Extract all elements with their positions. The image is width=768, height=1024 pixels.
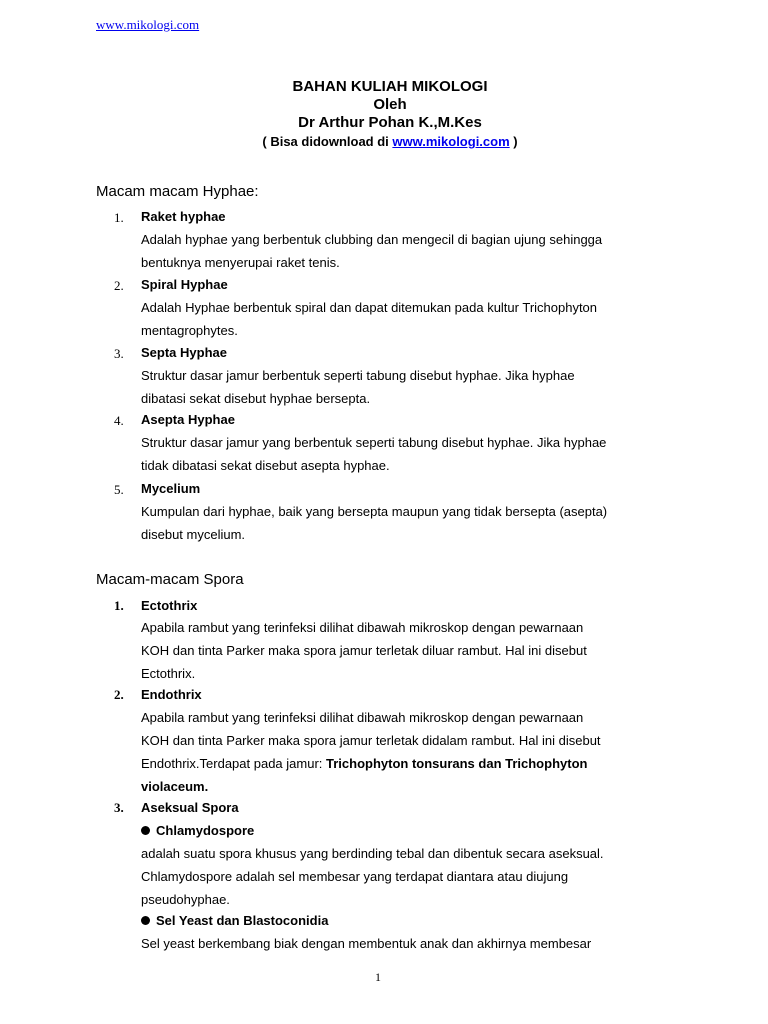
item-text-line: mentagrophytes. xyxy=(141,323,238,338)
species-names: Trichophyton tonsurans dan Trichophyton xyxy=(326,756,588,771)
item-text-line: Adalah hyphae yang berbentuk clubbing dan mengecil di bagian ujung sehingga xyxy=(141,232,603,247)
item-text-line: Ectothrix. xyxy=(141,666,196,681)
download-link[interactable]: www.mikologi.com xyxy=(392,134,510,149)
title-oleh: Oleh xyxy=(373,96,407,113)
item-title: Mycelium xyxy=(141,481,201,496)
item-text-line: Sel yeast berkembang biak dengan membentuk anak dan akhirnya membesar xyxy=(141,936,592,951)
item-text-line: bentuknya menyerupai raket tenis. xyxy=(141,255,340,270)
item-text-line: Kumpulan dari hyphae, baik yang bersepta maupun yang tidak bersepta (asepta) xyxy=(141,504,608,519)
item-number: 3. xyxy=(114,346,124,361)
page-number: 1 xyxy=(375,970,381,984)
download-suffix: ) xyxy=(509,134,518,149)
item-text-line: dibatasi sekat disebut hyphae bersepta. xyxy=(141,391,371,406)
item-text-line: Struktur dasar jamur yang berbentuk seperti tabung disebut hyphae. Jika hyphae xyxy=(141,435,607,450)
item-text-line xyxy=(141,752,696,775)
item-title: Aseksual Spora xyxy=(141,800,239,815)
item-text-line: Chlamydospore adalah sel membesar yang terdapat diantara atau diujung xyxy=(141,869,569,884)
item-title: Endothrix xyxy=(141,687,202,702)
hyphae-heading: Macam macam Hyphae: xyxy=(96,183,259,200)
item-title: Spiral Hyphae xyxy=(141,277,228,292)
bullet-title: Sel Yeast dan Blastoconidia xyxy=(156,913,329,928)
item-text-line: tidak dibatasi sekat disebut asepta hyphae. xyxy=(141,458,390,473)
item-title: Ectothrix xyxy=(141,598,198,613)
item-number: 2. xyxy=(114,278,124,293)
download-note xyxy=(0,132,768,152)
item-text-line: KOH dan tinta Parker maka spora jamur terletak diluar rambut. Hal ini disebut xyxy=(141,643,587,658)
item-text-line: Apabila rambut yang terinfeksi dilihat dibawah mikroskop dengan pewarnaan xyxy=(141,620,584,635)
site-link[interactable]: www.mikologi.com xyxy=(96,17,200,32)
bullet-item xyxy=(141,823,254,838)
download-prefix: ( Bisa didownload di xyxy=(262,134,393,149)
item-text-line: Apabila rambut yang terinfeksi dilihat dibawah mikroskop dengan pewarnaan xyxy=(141,710,584,725)
spora-heading: Macam-macam Spora xyxy=(96,571,244,588)
item-title: Septa Hyphae xyxy=(141,345,227,360)
species-name-continued: violaceum. xyxy=(141,779,209,794)
item-text-line: Adalah Hyphae berbentuk spiral dan dapat ditemukan pada kultur Trichophyton xyxy=(141,300,598,315)
item-text-line: pseudohyphae. xyxy=(141,892,230,907)
item-number: 2. xyxy=(114,687,124,702)
item-text-line: adalah suatu spora khusus yang berdinding tebal dan dibentuk secara aseksual. xyxy=(141,846,604,861)
bullet-title: Chlamydospore xyxy=(156,823,255,838)
item-text-line: KOH dan tinta Parker maka spora jamur terletak didalam rambut. Hal ini disebut xyxy=(141,733,601,748)
document-title-block xyxy=(0,78,768,152)
item-number: 3. xyxy=(114,800,124,815)
bullet-icon xyxy=(141,826,150,835)
item-text-line: Struktur dasar jamur berbentuk seperti tabung disebut hyphae. Jika hyphae xyxy=(141,368,575,383)
endothrix-text: Endothrix.Terdapat pada jamur: xyxy=(141,756,326,771)
document-title: BAHAN KULIAH MIKOLOGI xyxy=(292,78,488,95)
bullet-item xyxy=(141,913,328,928)
item-number: 1. xyxy=(114,598,124,613)
item-title: Asepta Hyphae xyxy=(141,412,235,427)
item-number: 1. xyxy=(114,210,124,225)
item-number: 5. xyxy=(114,482,124,497)
author-name: Dr Arthur Pohan K.,M.Kes xyxy=(298,114,482,131)
item-title: Raket hyphae xyxy=(141,209,226,224)
item-text-line: disebut mycelium. xyxy=(141,527,246,542)
bullet-icon xyxy=(141,916,150,925)
item-number: 4. xyxy=(114,413,124,428)
